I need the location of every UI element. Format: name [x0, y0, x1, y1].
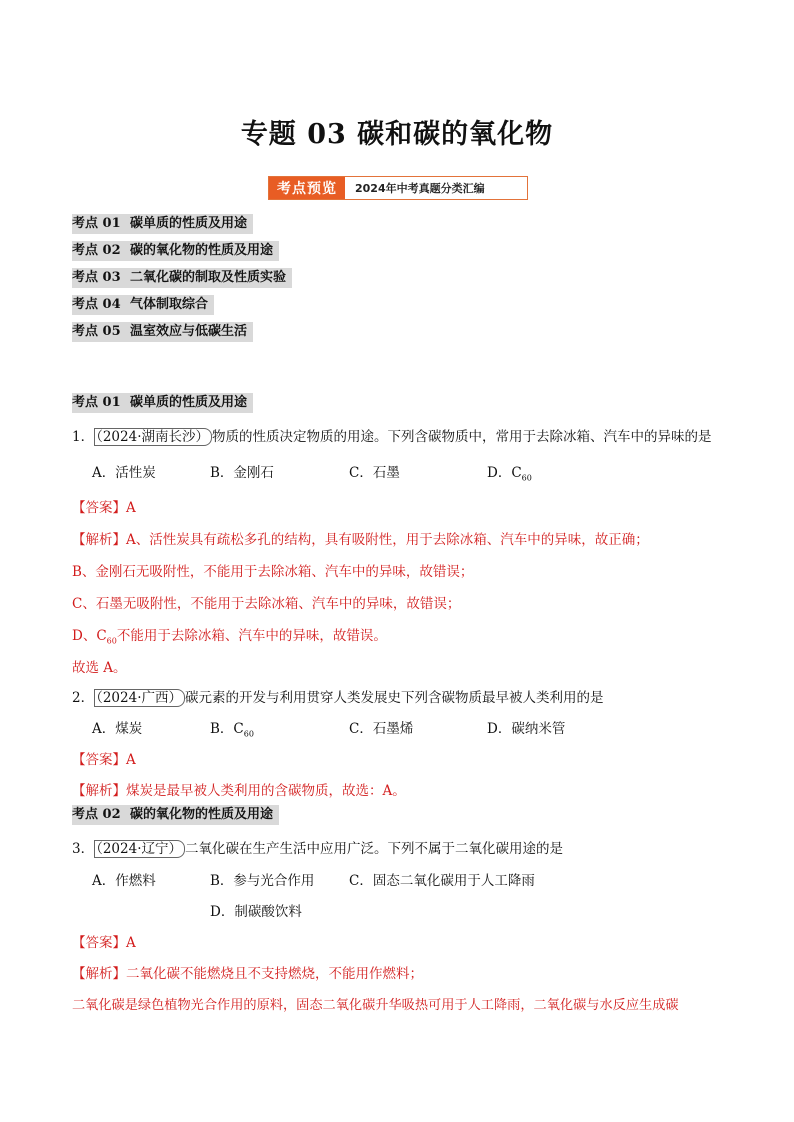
- option-c: C．固态二氧化碳用于人工降雨: [349, 873, 535, 889]
- option-d: D．制碳酸饮料: [210, 904, 302, 920]
- question-text: 物质的性质决定物质的用途。下列含碳物质中，常用于去除冰箱、汽车中的异味的是: [212, 429, 712, 445]
- option-a: A．活性炭: [92, 465, 156, 481]
- toc-num: 考点 05: [72, 324, 121, 339]
- analysis-d-rest: 不能用于去除冰箱、汽车中的异味，故错误。: [116, 628, 387, 644]
- toc-item[interactable]: [72, 293, 292, 320]
- option-b-subscript: 60: [243, 729, 254, 739]
- analysis-text: 煤炭是最早被人类利用的含碳物质，故选：A。: [126, 783, 406, 799]
- answer-3: 【答案】A: [72, 935, 136, 951]
- toc-text: 碳单质的性质及用途: [130, 216, 248, 231]
- section-heading-01: [72, 393, 253, 413]
- badge-subtitle: 2024年中考真题分类汇编: [355, 182, 485, 195]
- question-2-stem: [72, 688, 604, 708]
- question-number: 3．: [72, 841, 95, 857]
- toc-text: 温室效应与低碳生活: [130, 324, 248, 339]
- toc-text: 二氧化碳的制取及性质实验: [130, 270, 287, 285]
- section-text: 碳的氧化物的性质及用途: [130, 807, 274, 822]
- option-c: C．石墨烯: [349, 721, 414, 737]
- section-num: 考点 01: [72, 395, 121, 410]
- toc-list: [72, 212, 292, 347]
- answer-1: 【答案】A: [72, 500, 136, 516]
- option-b: [210, 719, 254, 745]
- question-text: 碳元素的开发与利用贯穿人类发展史下列含碳物质最早被人类利用的是: [185, 690, 604, 706]
- section-heading-02: [72, 805, 279, 825]
- analysis-text: 二氧化碳不能燃烧且不支持燃烧，不能用作燃料；: [126, 966, 423, 982]
- analysis-text: A、活性炭具有疏松多孔的结构，具有吸附性，用于去除冰箱、汽车中的异味，故正确；: [126, 532, 649, 548]
- toc-text: 碳的氧化物的性质及用途: [130, 243, 274, 258]
- preview-badge: [268, 176, 528, 200]
- analysis-label: 【解析】: [72, 532, 126, 548]
- question-number: 1．: [72, 429, 95, 445]
- toc-item[interactable]: [72, 320, 292, 347]
- toc-item[interactable]: [72, 212, 292, 239]
- question-source: （2024·辽宁）: [94, 840, 185, 858]
- analysis-1-line-2: B、金刚石无吸附性，不能用于去除冰箱、汽车中的异味，故错误；: [72, 564, 474, 580]
- toc-text: 气体制取综合: [130, 297, 209, 312]
- analysis-1-line-1: [72, 530, 649, 550]
- option-d: D．碳纳米管: [487, 721, 566, 737]
- conclusion-1: 故选 A。: [72, 660, 127, 676]
- toc-item[interactable]: [72, 266, 292, 293]
- toc-num: 考点 04: [72, 297, 121, 312]
- badge-label: 考点预览: [269, 177, 345, 199]
- analysis-2: [72, 781, 406, 801]
- question-1-stem: [72, 427, 712, 447]
- analysis-label: 【解析】: [72, 783, 126, 799]
- page-title: 专题 03 碳和碳的氧化物: [240, 119, 554, 150]
- question-source: （2024·湖南长沙）: [94, 428, 212, 446]
- section-num: 考点 02: [72, 807, 121, 822]
- option-c: C．石墨: [349, 465, 400, 481]
- analysis-d-subscript: 60: [106, 636, 117, 646]
- analysis-3-line-1: [72, 964, 423, 984]
- option-b: B．金刚石: [210, 465, 274, 481]
- toc-item[interactable]: [72, 239, 292, 266]
- option-d-subscript: 60: [521, 473, 532, 483]
- question-text: 二氧化碳在生产生活中应用广泛。下列不属于二氧化碳用途的是: [185, 841, 563, 857]
- analysis-1-line-4: [72, 626, 387, 652]
- option-a: A．作燃料: [92, 873, 156, 889]
- question-3-stem: [72, 839, 563, 859]
- question-number: 2．: [72, 690, 95, 706]
- option-a: A．煤炭: [92, 721, 143, 737]
- analysis-3-line-2: 二氧化碳是绿色植物光合作用的原料，固态二氧化碳升华吸热可用于人工降雨，二氧化碳与水反应生成碳: [72, 998, 679, 1013]
- option-d-label: D．: [487, 465, 512, 481]
- section-text: 碳单质的性质及用途: [130, 395, 248, 410]
- option-b: B．参与光合作用: [210, 873, 315, 889]
- analysis-d-prefix: D、C: [72, 628, 107, 644]
- answer-2: 【答案】A: [72, 752, 136, 768]
- analysis-1-line-3: C、石墨无吸附性，不能用于去除冰箱、汽车中的异味，故错误；: [72, 596, 461, 612]
- toc-num: 考点 02: [72, 243, 121, 258]
- option-d-formula: C: [511, 465, 522, 481]
- toc-num: 考点 01: [72, 216, 121, 231]
- question-source: （2024·广西）: [94, 689, 185, 707]
- option-b-formula: B．C: [210, 721, 244, 737]
- option-d: [487, 463, 532, 489]
- toc-num: 考点 03: [72, 270, 121, 285]
- analysis-label: 【解析】: [72, 966, 126, 982]
